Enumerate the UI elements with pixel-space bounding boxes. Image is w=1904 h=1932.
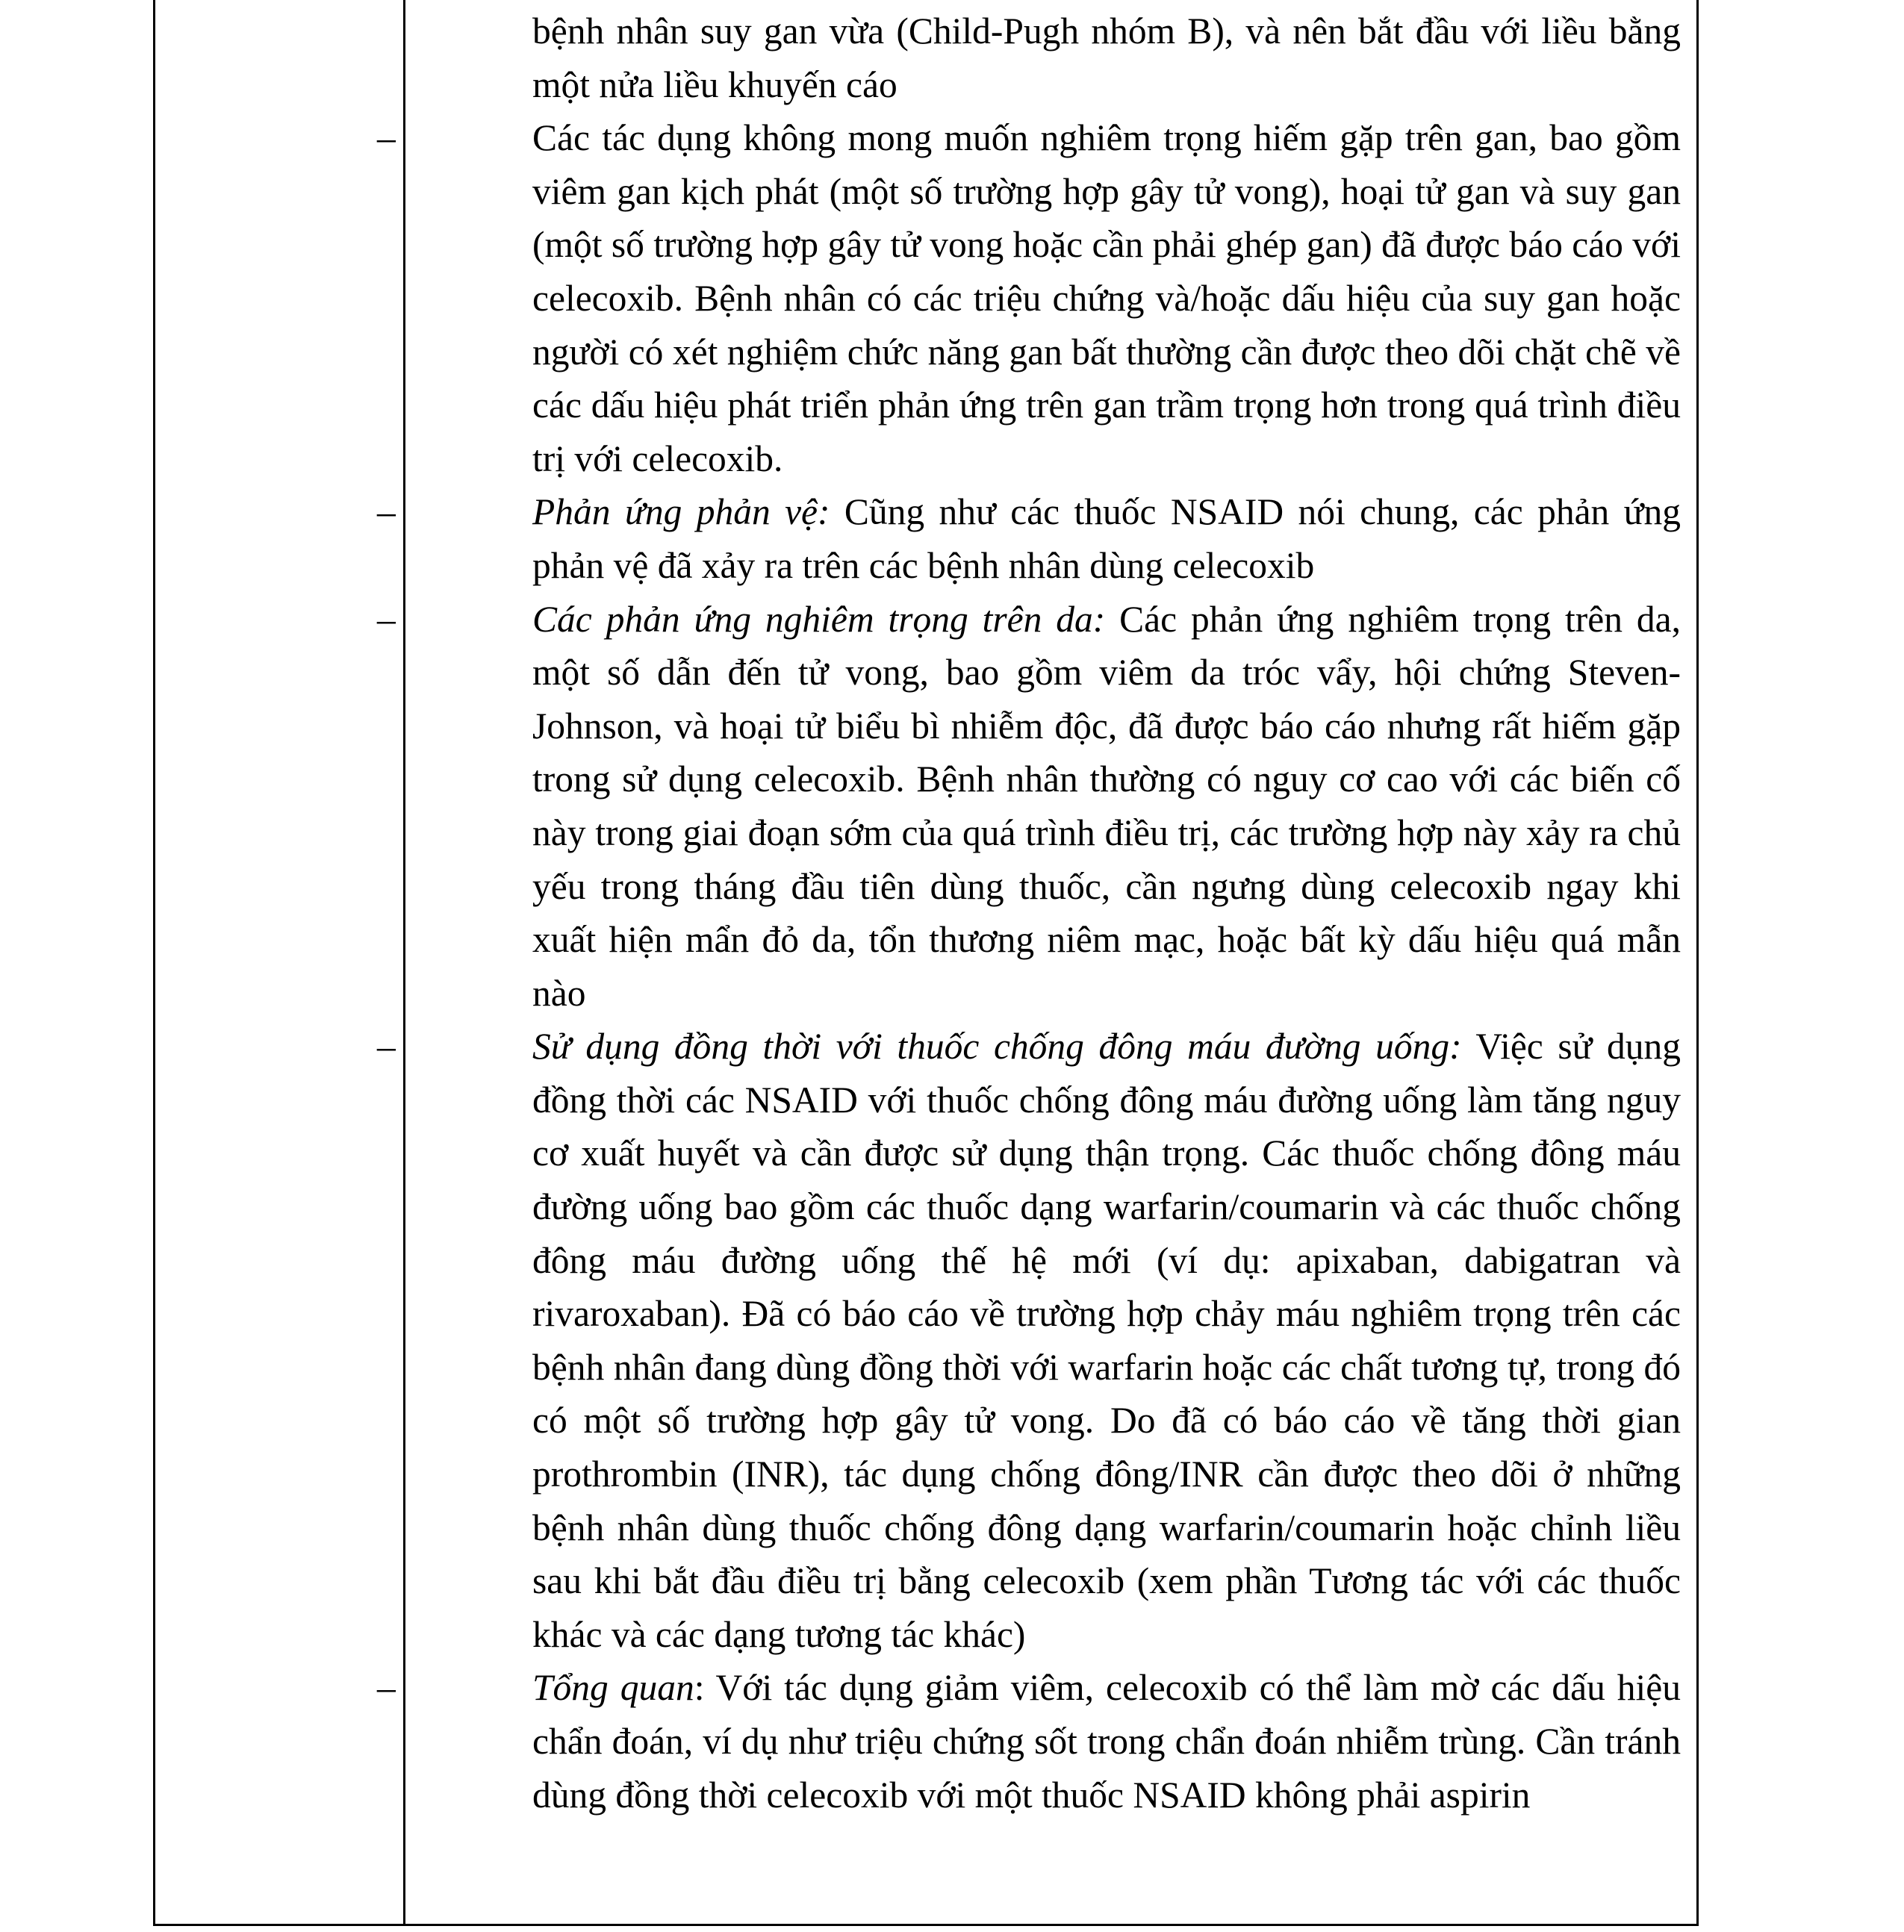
list-item-lead: Các phản ứng nghiêm trọng trên da: bbox=[532, 598, 1106, 640]
list-item-text: Cũng như các thuốc NSAID nói chung, các phản ứng phản vệ đã xảy ra trên các bệnh nhân dùng celecoxib bbox=[532, 491, 1681, 586]
list-item-text: Các tác dụng không mong muốn nghiêm trọng hiếm gặp trên gan, bao gồm viêm gan kịch phát (một số trường hợp gây tử vong), hoại tử gan và suy gan (một số trường hợp gây tử vong hoặc cần phải ghép gan) đã được báo cáo với celecoxib. Bệnh nhân có các triệu chứng và/hoặc dấu hiệu của suy gan hoặc người có xét nghiệm chức năng gan bất thường cần được theo dõi chặt chẽ về các dấu hiệu phát triển phản ứng trên gan trầm trọng hơn trong quá trình điều trị với celecoxib. bbox=[532, 117, 1681, 479]
list-item bbox=[532, 593, 1681, 1020]
list-item-lead: Phản ứng phản vệ: bbox=[532, 491, 830, 533]
list-item-separator bbox=[1462, 1026, 1476, 1067]
list-item bbox=[532, 1020, 1681, 1661]
continuation-paragraph: bệnh nhân suy gan vừa (Child-Pugh nhóm B), và nên bắt đầu với liều bằng một nửa liều khuyến cáo bbox=[532, 10, 1681, 105]
list-item-text: Việc sử dụng đồng thời các NSAID với thuốc chống đông máu đường uống làm tăng nguy cơ xuất huyết và cần được sử dụng thận trọng. Các thuốc chống đông máu đường uống bao gồm các thuốc dạng warfarin/coumarin và các thuốc chống đông máu đường uống thế hệ mới (ví dụ: apixaban, dabigatran và rivaroxaban). Đã có báo cáo về trường hợp chảy máu nghiêm trọng trên các bệnh nhân đang dùng đồng thời với warfarin hoặc các chất tương tự, trong đó có một số trường hợp gây tử vong. Do đã có báo cáo về tăng thời gian prothrombin (INR), tác dụng chống đông/INR cần được theo dõi ở những bệnh nhân dùng thuốc chống đông dạng warfarin/coumarin hoặc chỉnh liều sau khi bắt đầu điều trị bằng celecoxib (xem phần Tương tác với các thuốc khác và các dạng tương tác khác) bbox=[532, 1026, 1681, 1655]
list-item-lead: Tổng quan bbox=[532, 1667, 694, 1709]
dash-bullet-icon bbox=[377, 593, 422, 646]
list-item-separator bbox=[830, 491, 844, 532]
dash-bullet-icon bbox=[377, 1661, 422, 1715]
list-item-separator: : bbox=[694, 1667, 716, 1709]
list-item bbox=[532, 1661, 1681, 1822]
dash-bullet-icon bbox=[377, 111, 422, 165]
dash-bullet-icon bbox=[377, 1020, 422, 1073]
list-item bbox=[532, 485, 1681, 592]
list-item-text: Các phản ứng nghiêm trọng trên da, một số dẫn đến tử vong, bao gồm viêm da tróc vẩy, hội chứng Steven-Johnson, và hoại tử biểu bì nhiễm độc, đã được báo cáo nhưng rất hiếm gặp trong sử dụng celecoxib. Bệnh nhân thường có nguy cơ cao với các biến cố này trong giai đoạn sớm của quá trình điều trị, các trường hợp này xảy ra chủ yếu trong tháng đầu tiên dùng thuốc, cần ngưng dùng celecoxib ngay khi xuất hiện mẩn đỏ da, tổn thương niêm mạc, hoặc bất kỳ dấu hiệu quá mẫn nào bbox=[532, 598, 1681, 1014]
list-item-text: Với tác dụng giảm viêm, celecoxib có thể làm mờ các dấu hiệu chẩn đoán, ví dụ như triệu chứng sốt trong chẩn đoán nhiễm trùng. Cần tránh dùng đồng thời celecoxib với một thuốc NSAID không phải aspirin bbox=[532, 1667, 1681, 1816]
document-content bbox=[377, 4, 1681, 1822]
list-item bbox=[532, 111, 1681, 485]
list-item-separator bbox=[1105, 599, 1119, 640]
dash-bullet-icon bbox=[377, 485, 422, 539]
list-item-lead: Sử dụng đồng thời với thuốc chống đông máu đường uống: bbox=[532, 1026, 1462, 1068]
